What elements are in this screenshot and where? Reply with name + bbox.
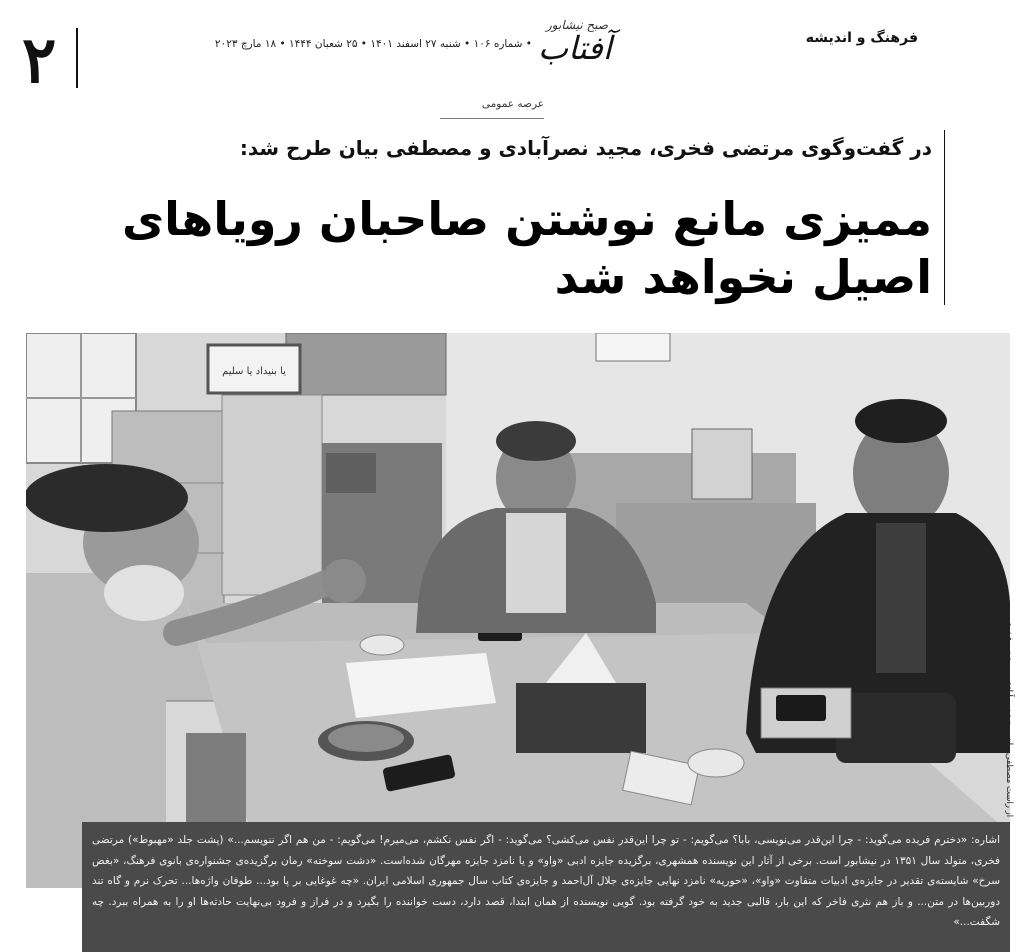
caption-text: اشاره: «دخترم فریده می‌گوید: - چرا این‌قدر می‌نویسی، بابا؟ می‌گویم: - تو چرا این‌قدر نفس می‌کشی؟ می‌گوید: - اگر نفس نکشم، می‌میرم! می‌گویم: - من هم اگر ننویسم...» (پشت جلد «مهبوط») مرتضی فخری، متولد سال ۱۳۵۱ در نیشابور است. برخی از آثار این نویسنده همشهری، برگزیده جایزه ادبی «واو» و یا نامزد جایزه مهرگان شده‌است. «دشت سوخته» رمان برگزیده‌ی جشنواره‌ی بانوی فرهنگ، «بغض سرخ» شایسته‌ی تقدیر در جایزه‌ی ادبیات متفاوت «واو»، «حوریه» نامزد نهایی جایزه‌ی جلال آل‌احمد و جایزه‌ی کتاب سال جمهوری اسلامی ایران. «چه غوغایی بر پا بود... طوفان واژه‌ها... تحرک نرم و گاه تند دوربین‌ها در متن... و باز هم نثری فاخر که این بار، قالبی جدید به خود گرفته بود. گویی نویسنده از همان ابتدا، قصد دارد، دست خواننده را بگیرد و در فراز و فرود بی‌نهایت حادثه‌ها او را به همراه ببرد. چه شگفت‌...» (92, 834, 1000, 928)
caption-box (82, 822, 1010, 952)
photo-credit: از راست مصطفی بیان، مجید نصرآبادی و مرتضی فخری (1004, 620, 1014, 818)
photo-illustration (26, 333, 1010, 888)
masthead-name: آفتاب (538, 29, 612, 67)
headline-rule (944, 130, 945, 305)
masthead-logo (528, 18, 638, 66)
article-headline: ممیزی مانع نوشتن صاحبان رویاهای اصیل نخواهد شد (121, 192, 932, 304)
frame-calligraphy: یا بنیداد یا سلیم (222, 366, 286, 377)
topic-rule (440, 118, 544, 119)
masthead-tagline: صبح نیشابور (546, 18, 609, 32)
page-number: ۲ (22, 23, 57, 98)
section-title: فرهنگ و اندیشه (805, 30, 918, 46)
article-kicker: در گفت‌وگوی مرتضی فخری، مجید نصرآبادی و مصطفی بیان طرح شد: (239, 136, 932, 160)
page-number-rule (76, 28, 78, 88)
topic-label: عرصه عمومی (481, 98, 544, 110)
article-photo (26, 333, 1010, 888)
issue-info: • شماره ۱۰۶ • شنبه ۲۷ اسفند ۱۴۰۱ • ۲۵ شعبان ۱۴۴۴ • ۱۸ مارچ ۲۰۲۳ (214, 38, 532, 50)
